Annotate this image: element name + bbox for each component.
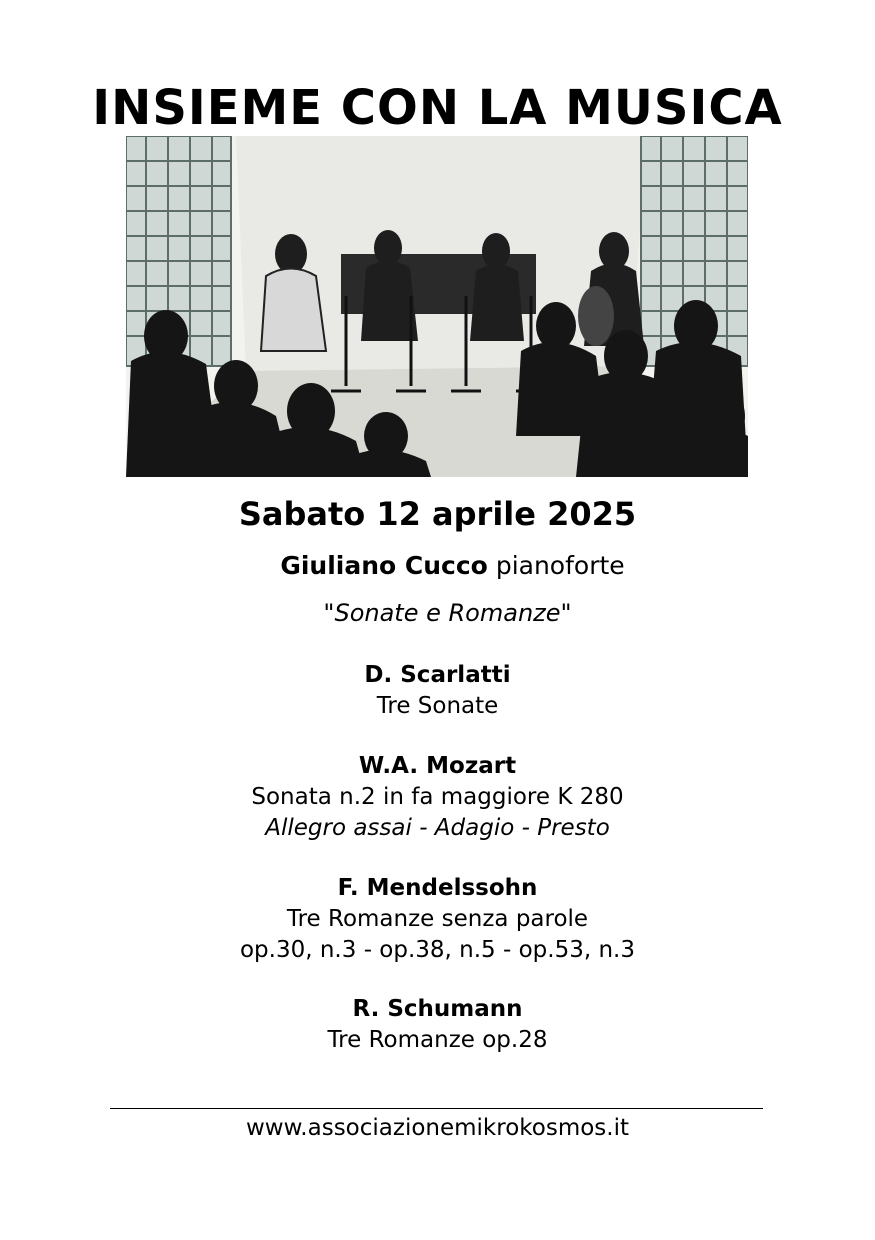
composer-name: R. Schumann xyxy=(352,996,523,1022)
performer-line xyxy=(0,548,875,584)
poster-title: INSIEME CON LA MUSICA xyxy=(92,80,783,136)
concert-date: Sabato 12 aprile 2025 xyxy=(238,495,637,533)
concert-subtitle: "Sonate e Romanze" xyxy=(323,599,572,627)
footer-divider xyxy=(110,1108,763,1109)
performer-name: Giuliano Cucco xyxy=(280,551,488,580)
footer-website[interactable]: www.associazionemikrokosmos.it xyxy=(245,1115,630,1141)
string-quartet-photo xyxy=(126,136,748,477)
composer-name: F. Mendelssohn xyxy=(337,875,538,901)
program-item-scarlatti xyxy=(0,660,875,722)
work-opus: op.30, n.3 - op.38, n.5 - op.53, n.3 xyxy=(239,937,636,963)
composer-name: D. Scarlatti xyxy=(364,662,511,688)
work-title: Sonata n.2 in fa maggiore K 280 xyxy=(251,784,624,810)
program-item-mendelssohn xyxy=(0,873,875,966)
work-movements: Allegro assai - Adagio - Presto xyxy=(265,815,610,841)
work-title: Tre Romanze senza parole xyxy=(286,906,589,932)
program-item-mozart xyxy=(0,751,875,844)
composer-name: W.A. Mozart xyxy=(358,753,517,779)
work-title: Tre Sonate xyxy=(376,693,499,719)
program-item-schumann xyxy=(0,994,875,1056)
work-title: Tre Romanze op.28 xyxy=(327,1027,548,1053)
performer-instrument: pianoforte xyxy=(495,551,625,580)
